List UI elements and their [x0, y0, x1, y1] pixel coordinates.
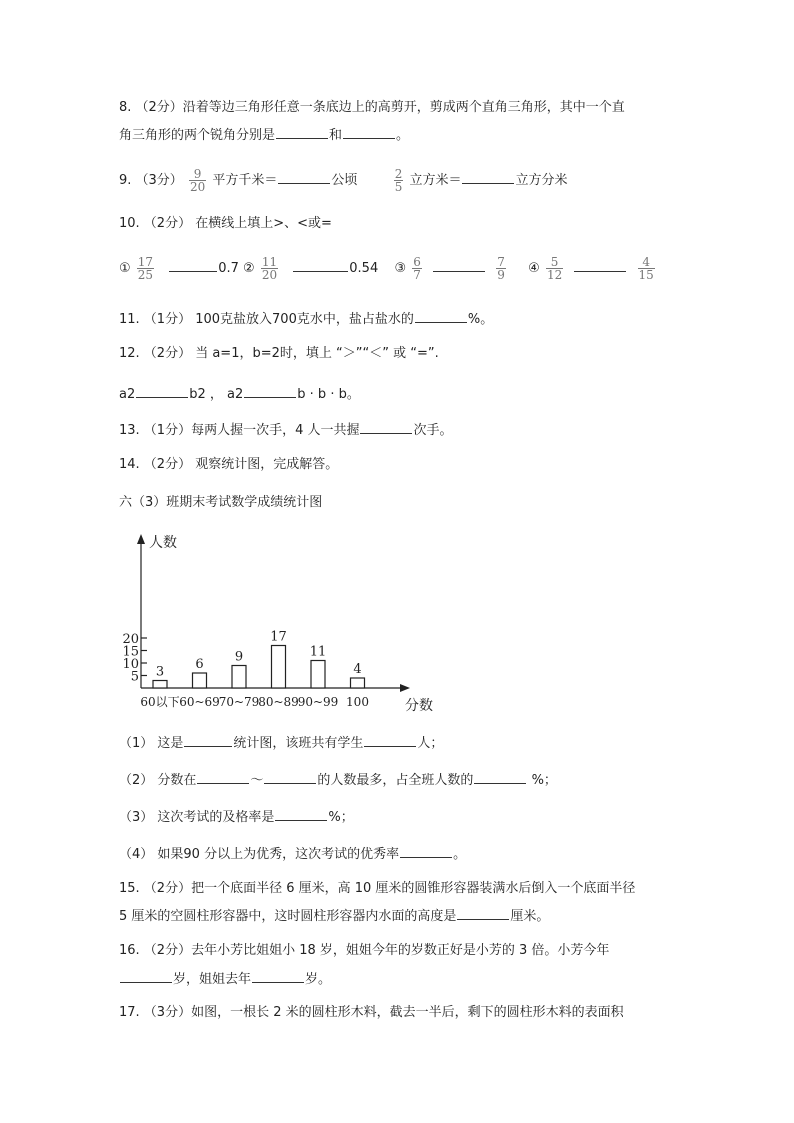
answer-blank[interactable] — [474, 769, 526, 784]
fraction-denominator: 9 — [497, 268, 505, 282]
fraction-denominator: 25 — [137, 268, 154, 282]
question-8-line2 — [119, 124, 409, 145]
y-tick-label: 10 — [122, 657, 139, 672]
answer-blank[interactable] — [169, 257, 217, 272]
bar-1 — [153, 681, 167, 689]
y-tick-label: 5 — [130, 669, 139, 685]
bar-chart — [122, 530, 450, 720]
category-label: 70~79 — [218, 695, 260, 709]
fraction-numerator: 17 — [137, 255, 154, 269]
question-15-line1: 15. （2分）把一个底面半径 6 厘米，高 10 厘米的圆锥形容器装满水后倒入一个底面半径 — [119, 881, 636, 896]
answer-blank[interactable] — [462, 169, 514, 184]
y-axis-label: 人数 — [149, 535, 177, 551]
q13-text-a: 13. （1分）每两人握一次手，4 人一共握 — [119, 423, 360, 438]
sub2-text-a: （2） 分数在 — [119, 773, 197, 788]
bar-5 — [311, 661, 325, 689]
fraction — [137, 256, 154, 281]
value-2: 0.54 — [349, 261, 379, 276]
fraction-denominator: 5 — [394, 180, 403, 194]
fraction-denominator: 12 — [546, 268, 563, 282]
question-17-line1: 17. （3分）如图，一根长 2 米的圆柱形木料，截去一半后，剩下的圆柱形木料的表面积 — [119, 1005, 624, 1020]
category-label: 60以下 — [140, 695, 180, 709]
answer-blank[interactable] — [400, 843, 452, 858]
q8-text-c: 。 — [396, 128, 410, 143]
q9-text4: 立方分米 — [515, 173, 568, 188]
q12-text-b: b2 ， a2 — [189, 387, 244, 402]
bar-2 — [193, 673, 207, 688]
sub4-text-b: 。 — [453, 847, 467, 862]
answer-blank[interactable] — [264, 769, 316, 784]
fraction-numerator: 4 — [642, 255, 650, 269]
x-axis-label: 分数 — [405, 698, 433, 714]
answer-blank[interactable] — [197, 769, 249, 784]
bar-6 — [351, 678, 365, 688]
question-10-items — [119, 254, 657, 284]
q16-text-b: 岁。 — [305, 972, 332, 987]
answer-blank[interactable] — [364, 732, 416, 747]
q12-text-c: b · b · b。 — [297, 387, 360, 402]
bar-value-label: 6 — [195, 657, 204, 672]
sub1-text-b: 统计图，该班共有学生 — [233, 736, 364, 751]
q15-text-b: 厘米。 — [510, 909, 550, 924]
bar-value-label: 3 — [155, 664, 165, 680]
question-15-line2 — [119, 905, 549, 926]
fraction — [261, 256, 278, 281]
answer-blank[interactable] — [343, 124, 395, 139]
q8-text-a: 角三角形的两个锐角分别是 — [119, 128, 276, 143]
fraction-numerator: 7 — [497, 255, 505, 269]
sub2-text-b: ～ — [250, 773, 264, 788]
y-tick-label: 20 — [122, 632, 139, 647]
item-2-marker: ② — [243, 261, 255, 276]
question-8-line1: 8. （2分）沿着等边三角形任意一条底边上的高剪开，剪成两个直角三角形，其中一个直 — [119, 100, 625, 115]
question-9 — [119, 166, 568, 196]
x-axis-arrow — [400, 684, 410, 692]
question-13 — [119, 419, 453, 440]
answer-blank[interactable] — [136, 383, 188, 398]
fraction-numerator: 6 — [413, 255, 421, 269]
answer-blank[interactable] — [276, 124, 328, 139]
answer-blank[interactable] — [360, 419, 412, 434]
q11-text-a: 11. （1分） 100克盐放入700克水中，盐占盐水的 — [119, 312, 414, 327]
sub2-text-c: 的人数最多，占全班人数的 — [317, 773, 474, 788]
question-14-sub2 — [119, 769, 557, 790]
sub1-text-a: （1） 这是 — [119, 736, 184, 751]
q9-prefix: 9. （3分） — [119, 173, 183, 188]
bar-3 — [232, 666, 246, 689]
fraction-denominator: 15 — [638, 268, 654, 282]
answer-blank[interactable] — [184, 732, 232, 747]
q15-text-a: 5 厘米的空圆柱形容器中，这时圆柱形容器内水面的高度是 — [119, 909, 457, 924]
sub2-text-d: %； — [527, 773, 557, 788]
item-1-marker: ① — [119, 261, 131, 276]
q12-text-a: a2 — [119, 387, 136, 402]
sub3-text-b: %； — [328, 810, 354, 825]
question-16-line2 — [119, 968, 331, 989]
category-label: 60~69 — [179, 695, 220, 709]
fraction — [638, 256, 655, 281]
fraction-denominator: 7 — [413, 268, 421, 282]
answer-blank[interactable] — [293, 257, 348, 272]
q9-text1: 平方千米＝ — [212, 173, 278, 188]
question-14-head: 14. （2分） 观察统计图，完成解答。 — [119, 457, 339, 472]
question-11 — [119, 308, 493, 329]
q8-text-b: 和 — [329, 128, 343, 143]
category-label: 80~89 — [258, 695, 299, 709]
fraction-numerator: 9 — [193, 167, 202, 181]
chart-title: 六（3）班期末考试数学成绩统计图 — [119, 495, 323, 510]
fraction — [394, 168, 404, 193]
fraction-denominator: 20 — [261, 268, 278, 282]
sub4-text-a: （4） 如果90 分以上为优秀，这次考试的优秀率 — [119, 847, 400, 862]
fraction — [189, 168, 206, 193]
y-axis-arrow — [137, 534, 145, 544]
question-12-body — [119, 383, 360, 404]
bar-value-label: 17 — [270, 629, 287, 645]
q9-text2: 公顷 — [331, 173, 358, 188]
bar-value-label: 11 — [309, 644, 327, 660]
sub1-text-c: 人； — [417, 736, 444, 751]
answer-blank[interactable] — [275, 806, 327, 821]
question-14-sub1 — [119, 732, 443, 753]
fraction — [412, 256, 422, 281]
question-12-head: 12. （2分） 当 a=1，b=2时，填上 “＞”“＜” 或 “=”. — [119, 346, 439, 361]
category-label: 90~99 — [297, 695, 339, 709]
sub3-text-a: （3） 这次考试的及格率是 — [119, 810, 275, 825]
item-4-marker: ④ — [528, 261, 540, 276]
fraction-numerator: 11 — [261, 255, 278, 269]
category-label: 100 — [346, 695, 369, 709]
answer-blank[interactable] — [252, 968, 304, 983]
question-14-sub3 — [119, 806, 354, 827]
question-10-head: 10. （2分） 在横线上填上>、<或= — [119, 216, 332, 231]
y-tick-label: 15 — [122, 644, 139, 660]
fraction — [546, 256, 563, 281]
q11-text-b: %。 — [467, 312, 494, 327]
answer-blank[interactable] — [278, 169, 330, 184]
bar-value-label: 4 — [353, 662, 362, 677]
q9-text3: 立方米＝ — [409, 173, 462, 188]
value-1: 0.7 — [218, 261, 239, 276]
item-3-marker: ③ — [394, 261, 407, 276]
q13-text-b: 次手。 — [413, 423, 453, 438]
answer-blank[interactable] — [433, 257, 485, 272]
fraction-numerator: 5 — [550, 255, 559, 269]
fraction-denominator: 20 — [189, 180, 206, 194]
question-16-line1: 16. （2分）去年小芳比姐姐小 18 岁，姐姐今年的岁数正好是小芳的 3 倍。小芳今年 — [119, 943, 610, 958]
answer-blank[interactable] — [244, 383, 296, 398]
question-14-sub4 — [119, 843, 466, 864]
answer-blank[interactable] — [457, 905, 509, 920]
fraction-numerator: 2 — [394, 167, 403, 181]
bar-value-label: 9 — [234, 649, 244, 665]
fraction — [496, 256, 506, 281]
answer-blank[interactable] — [574, 257, 626, 272]
bar-4 — [272, 646, 286, 689]
answer-blank[interactable] — [415, 308, 467, 323]
answer-blank[interactable] — [120, 968, 172, 983]
q16-text-a: 岁，姐姐去年 — [173, 972, 252, 987]
